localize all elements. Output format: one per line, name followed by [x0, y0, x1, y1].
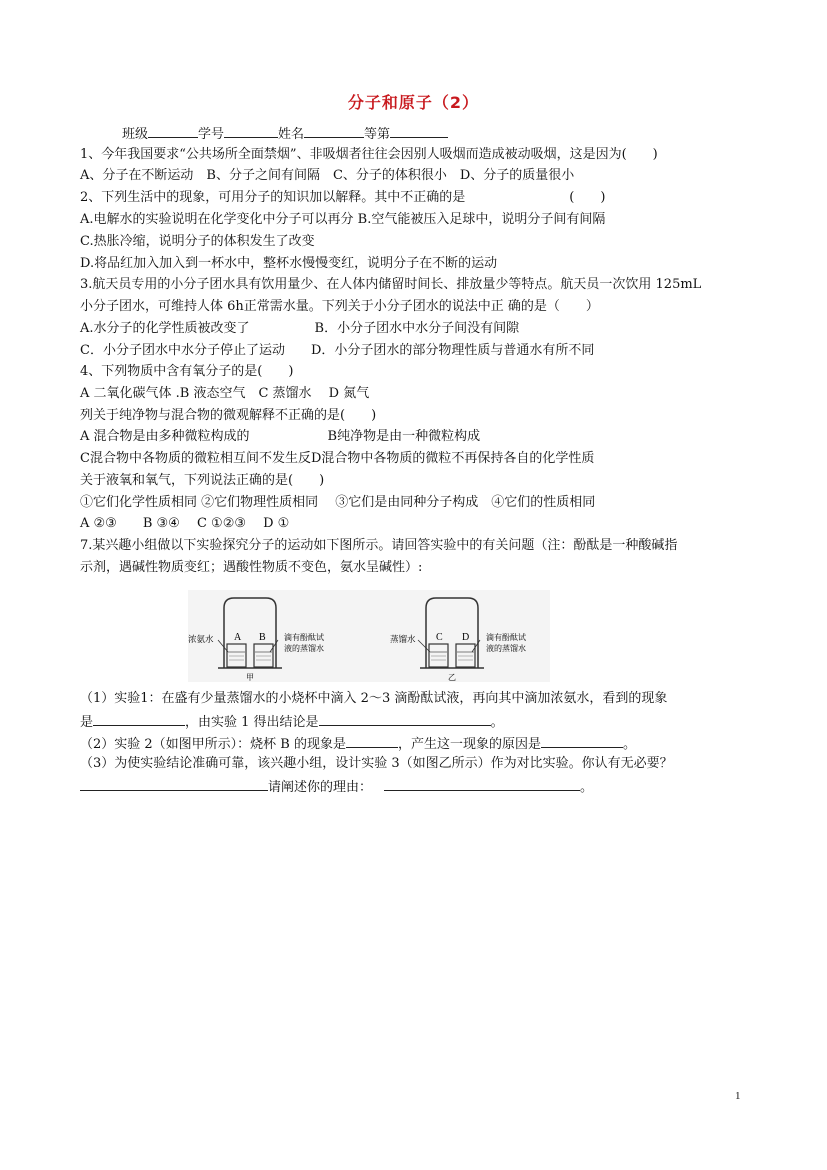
name-label: 姓名: [278, 127, 305, 142]
q7-conclusion-blank[interactable]: [319, 712, 491, 726]
q3-option-ab: A.水分子的化学性质被改变了 B．小分子团水中水分子间没有间隙: [80, 321, 520, 336]
q7-phenomenon-blank[interactable]: [93, 712, 185, 726]
q7-stem-1: 7.某兴趣小组做以下实验探究分子的运动如下图所示。请回答实验中的有关问题（注：酚酞是一种酸碱指: [80, 538, 678, 553]
q6-options: A ②③ B ③④ C ①②③ D ①: [80, 516, 290, 531]
q5-option-cd: C混合物中各物质的微粒相互间不发生反D混合物中各物质的微粒不再保持各自的化学性质: [80, 451, 595, 466]
q7-justification-blank[interactable]: [384, 777, 580, 791]
class-blank[interactable]: [148, 124, 198, 138]
q3-stem-2: 小分子团水，可维持人体 6h正常需水量。下列关于小分子团水的说法中正 确的是（ ）: [80, 299, 599, 314]
caption-jia: 甲: [246, 673, 254, 682]
q2-option-ab: A.电解水的实验说明在化学变化中分子可以再分 B.空气能被压入足球中，说明分子间有间隔: [80, 212, 606, 227]
q3-option-cd: C．小分子团水中水分子停止了运动 D．小分子团水的部分物理性质与普通水有所不同: [80, 343, 595, 358]
student-info-row: [122, 124, 448, 143]
q5-stem: 列关于纯净物与混合物的微观解释不正确的是( ): [80, 408, 377, 423]
q6-statements: ①它们化学性质相同 ②它们物理性质相同 ③它们是由同种分子构成 ④它们的性质相同: [80, 495, 596, 510]
left-note-1: 滴有酚酞试: [284, 633, 324, 642]
q6-stem: 关于液氧和氧气，下列说法正确的是( ): [80, 473, 325, 488]
q7-part2-end: 。: [623, 737, 637, 752]
q7-part2-middle: ，产生这一现象的原因是: [398, 737, 542, 752]
q7-part1-middle: ，由实验 1 得出结论是: [185, 715, 319, 730]
q7-part1-prefix: 是: [80, 715, 94, 730]
experiment-figure: [188, 590, 550, 682]
q5-option-ab: A 混合物是由多种微粒构成的 B纯净物是由一种微粒构成: [80, 429, 481, 444]
grade-blank[interactable]: [390, 124, 448, 138]
q2-option-d: D.将品红加入加入到一杯水中，整杯水慢慢变红，说明分子在不断的运动: [80, 256, 498, 271]
beaker-a-label: A: [234, 632, 242, 643]
q7-part2: [80, 734, 636, 753]
q1-options: A、分子在不断运动 B、分子之间有间隔 C、分子的体积很小 D、分子的质量很小: [80, 168, 575, 183]
name-blank[interactable]: [304, 124, 364, 138]
q7-part2-prefix: （2）实验 2（如图甲所示）：烧杯 B 的现象是: [80, 737, 346, 752]
q7-part3-line2: [80, 777, 593, 796]
class-label: 班级: [122, 127, 149, 142]
q3-stem-1: 3.航天员专用的小分子团水具有饮用量少、在人体内储留时间长、排放量少等特点。航天员一次饮用 125mL: [80, 277, 702, 292]
page-title: 分子和原子（2）: [347, 93, 480, 112]
right-note-2: 液的蒸馏水: [486, 644, 526, 653]
page-number: 1: [735, 1090, 741, 1102]
q7-part3-line1: （3）为使实验结论准确可靠，该兴趣小组，设计实验 3（如图乙所示）作为对比实验。你认有无必要？: [80, 756, 673, 771]
q7-part1-line2: [80, 712, 504, 731]
q7-necessity-blank[interactable]: [80, 777, 268, 791]
q7-reason-blank[interactable]: [541, 734, 623, 748]
distilled-water-label: 蒸馏水: [390, 635, 416, 645]
q7-stem-2: 示剂，遇碱性物质变红；遇酸性物质不变色，氨水呈碱性）:: [80, 560, 423, 575]
q2-option-c: C.热胀冷缩，说明分子的体积发生了改变: [80, 234, 315, 249]
beaker-d-label: D: [462, 632, 470, 643]
q7-part1-end: 。: [490, 715, 504, 730]
q4-stem: 4、下列物质中含有氧分子的是( ): [80, 364, 294, 379]
q7-part3-end: 。: [580, 780, 594, 795]
left-note-2: 液的蒸馏水: [284, 644, 324, 653]
grade-label: 等第: [364, 127, 391, 142]
beaker-c-label: C: [436, 632, 443, 643]
q7-part3-middle: 请阐述你的理由：: [268, 780, 373, 795]
conc-ammonia-label: 浓氨水: [188, 635, 214, 645]
q7-part1-line1: （1）实验1：在盛有少量蒸馏水的小烧杯中滴入 2～3 滴酚酞试液，再向其中滴加浓氨水，看到的现象: [80, 691, 668, 706]
caption-yi: 乙: [448, 673, 456, 682]
q1-stem: 1、今年我国要求“公共场所全面禁烟”、非吸烟者往往会因别人吸烟而造成被动吸烟，这是因为( ): [80, 147, 658, 162]
number-blank[interactable]: [224, 124, 278, 138]
number-label: 学号: [198, 127, 225, 142]
right-note-1: 滴有酚酞试: [486, 633, 526, 642]
q7-beaker-b-blank[interactable]: [346, 734, 398, 748]
experiment-diagram: [188, 590, 550, 682]
q2-stem: 2、下列生活中的现象，可用分子的知识加以解释。其中不正确的是 ( ): [80, 190, 606, 205]
q4-options: A 二氧化碳气体 .B 液态空气 C 蒸馏水 D 氮气: [80, 386, 370, 401]
beaker-b-label: B: [259, 632, 266, 643]
